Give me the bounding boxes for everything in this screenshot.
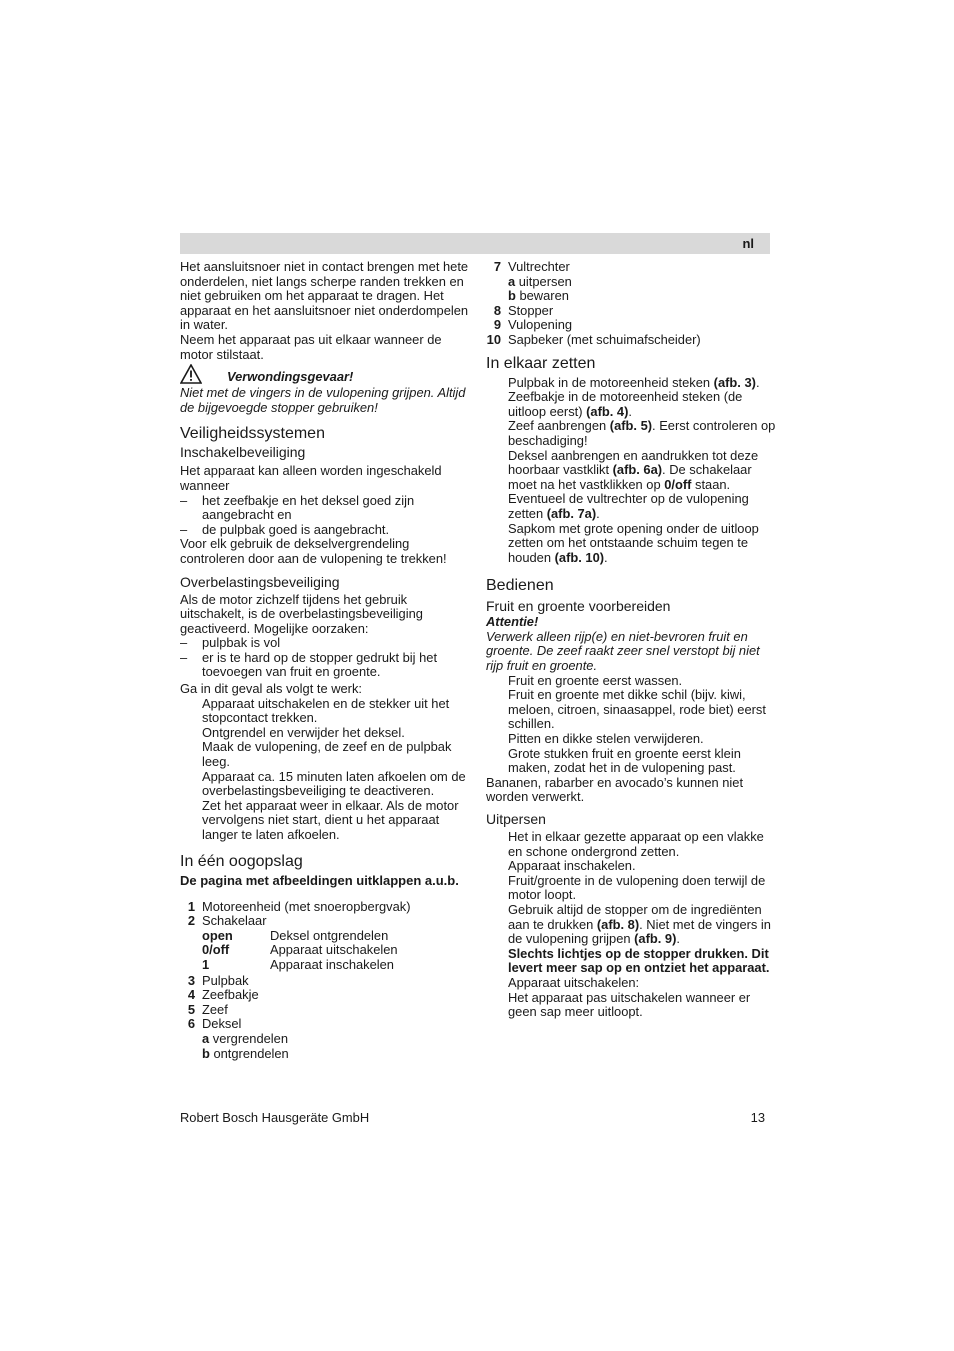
- part-item: 2 Schakelaar: [187, 913, 267, 929]
- overload-intro: Als de motor zichzelf tijdens het gebruik uitschakelt, is de overbelastingsbeveiliging geactiveerd. Mogelijke oorzaken:: [180, 591, 423, 636]
- list-item: Grote stukken fruit en groente eerst klein maken, zodat het in de vulopening past.: [508, 745, 741, 776]
- list-item: – er is te hard op de stopper gedrukt bij het toevoegen van fruit en groente.: [180, 649, 438, 680]
- list-item: Fruit en groente eerst wassen.: [508, 672, 683, 688]
- press-emphasis: Slechts lichtjes op de stopper drukken. Dit levert meer sap op en ontziet het apparaat.: [508, 945, 770, 976]
- warning-triangle-icon: [180, 364, 202, 384]
- list-item: Ontgrendel en verwijder het deksel.: [202, 724, 405, 740]
- list-item: Fruit en groente met dikke schil (bijv. kiwi, meloen, citroen, sinaasappel, rode biet) eerst schillen.: [508, 687, 766, 732]
- page-number: 13: [750, 1110, 765, 1125]
- section-title-safety: Veiligheidssystemen: [180, 425, 325, 443]
- header-bar: [180, 233, 770, 254]
- part-item: 9 Vulopening: [493, 317, 573, 333]
- part-item: 7 Vultrechter: [493, 259, 570, 274]
- list-item: – de pulpbak goed is aangebracht.: [180, 521, 390, 537]
- list-item: Het apparaat pas uitschakelen wanneer er geen sap meer uitloopt.: [508, 989, 751, 1020]
- part-item: 6 Deksel: [187, 1016, 242, 1032]
- footer-company: Robert Bosch Hausgeräte GmbH: [180, 1110, 370, 1125]
- list-item: Apparaat uitschakelen:: [508, 974, 640, 990]
- list-item: Maak de vulopening, de zeef en de pulpbak leeg.: [202, 739, 452, 770]
- switch-position: open Deksel ontgrendelen: [202, 927, 389, 943]
- section-title-glance: In één oogopslag: [180, 852, 303, 870]
- part-sub-item: b bewaren: [508, 288, 569, 304]
- warning-text: Niet met de vingers in de vulopening grijpen. Altijd de bijgevoegde stopper gebruiken!: [180, 385, 466, 415]
- list-item: – het zeefbakje en het deksel goed zijn aangebracht en: [180, 492, 415, 523]
- prep-note: Bananen, rabarber en avocado’s kunnen niet worden verwerkt.: [486, 774, 744, 805]
- list-item: Pulpbak in de motoreenheid steken (afb. 3).: [508, 374, 760, 390]
- list-item: Apparaat uitschakelen en de stekker uit het stopcontact trekken.: [202, 695, 450, 726]
- part-sub-item: a uitpersen: [508, 273, 572, 289]
- switch-position: 1 Apparaat inschakelen: [202, 956, 394, 972]
- part-item: 10 Sapbeker (met schuimafscheider): [486, 331, 701, 347]
- list-item: Fruit/groente in de vulopening doen terwijl de motor loopt.: [508, 872, 766, 903]
- right-column: [486, 260, 776, 1020]
- part-item: 8 Stopper: [493, 302, 554, 318]
- attention-label: Attentie!: [486, 614, 539, 630]
- list-item: Gebruik altijd de stopper om de ingrediënten aan te drukken (afb. 8). Niet met de vingers in de vulopening grijpen (afb. 9).: [508, 901, 771, 947]
- switch-outro: Voor elk gebruik de dekselvergrendeling controleren door aan de vulopening te trekken!: [180, 536, 447, 566]
- switch-intro: Het apparaat kan alleen worden ingeschakeld wanneer: [180, 463, 442, 493]
- list-item: Zeef aanbrengen (afb. 5). Eerst controleren op beschadiging!: [508, 418, 776, 448]
- glance-subtitle: De pagina met afbeeldingen uitklappen a.u.b.: [180, 872, 459, 888]
- part-sub-item: b ontgrendelen: [202, 1045, 289, 1061]
- subsection-title-prep: Fruit en groente voorbereiden: [486, 598, 671, 615]
- section-title-operate: Bedienen: [486, 577, 554, 595]
- warning-label: Verwondingsgevaar!: [227, 369, 354, 385]
- list-item: Sapkom met grote opening onder de uitloop zetten om het ontstaande schuim tegen te houden (afb. 10).: [508, 520, 759, 565]
- overload-steps-intro: Ga in dit geval als volgt te werk:: [180, 681, 362, 697]
- list-item: – pulpbak is vol: [180, 635, 281, 651]
- attention-text: Verwerk alleen rijp(e) en niet-bevroren fruit en groente. De zeef raakt zeer snel verstopt bij niet rijp fruit en groente.: [486, 628, 760, 674]
- language-tag: nl: [742, 236, 754, 251]
- list-item: Apparaat inschakelen.: [508, 858, 636, 874]
- warning-row: [180, 366, 470, 386]
- subsection-title-press: Uitpersen: [486, 811, 546, 827]
- part-sub-item: a vergrendelen: [202, 1030, 289, 1046]
- part-item: 4 Zeefbakje: [187, 987, 259, 1003]
- list-item: Eventueel de vultrechter op de vulopening zetten (afb. 7a).: [508, 491, 749, 521]
- left-column: [180, 260, 470, 1061]
- section-title-assemble: In elkaar zetten: [486, 354, 596, 372]
- subsection-title-switch: Inschakelbeveiliging: [180, 444, 306, 461]
- subsection-title-overload: Overbelastingsbeveiliging: [180, 573, 340, 590]
- switch-position: 0/off Apparaat uitschakelen: [202, 942, 398, 958]
- list-item: Deksel aanbrengen en aandrukken tot deze hoorbaar vastklikt (afb. 6a). De schakelaar moet na het vastklikken op 0/off staan.: [508, 447, 759, 492]
- list-item: Zeefbakje in de motoreenheid steken (de uitloop eerst) (afb. 4).: [508, 389, 743, 419]
- intro-paragraph: Het aansluitsnoer niet in contact brengen met hete onderdelen, niet langs scherpe randen trekken en niet gebruiken om het apparaat te dragen. Het apparaat en het aansluitsnoer niet onderdompelen in water.: [180, 259, 469, 333]
- part-item: 3 Pulpbak: [187, 972, 249, 988]
- part-item: 1 Motoreenheid (met snoeropbergvak): [187, 898, 411, 914]
- intro-paragraph-2: Neem het apparaat pas uit elkaar wanneer de motor stilstaat.: [180, 331, 442, 362]
- list-item: Zet het apparaat weer in elkaar. Als de motor vervolgens niet start, dient u het apparaat langer te laten afkoelen.: [202, 797, 459, 842]
- list-item: Pitten en dikke stelen verwijderen.: [508, 731, 704, 747]
- list-item: Apparaat ca. 15 minuten laten afkoelen om de overbelastingsbeveiliging te deactiveren.: [202, 768, 466, 799]
- part-item: 5 Zeef: [187, 1001, 228, 1017]
- list-item: Het in elkaar gezette apparaat op een vlakke en schone ondergrond zetten.: [508, 829, 764, 859]
